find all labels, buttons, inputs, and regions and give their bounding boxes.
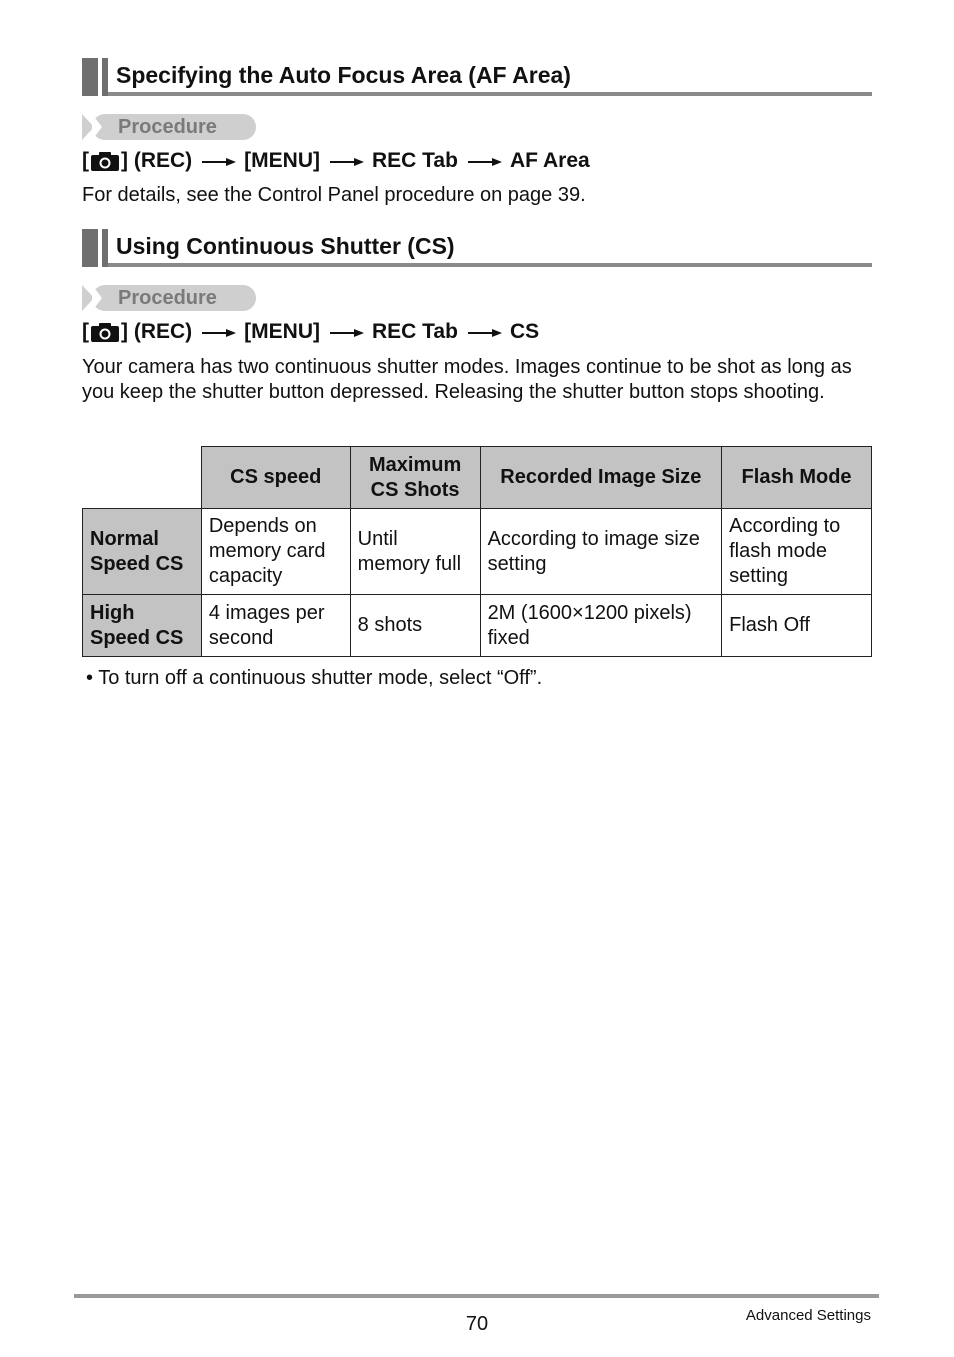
table-row — [83, 595, 872, 657]
footer-rule — [74, 1294, 879, 1298]
heading-bar-decoration — [82, 58, 98, 96]
arrow-right-icon — [202, 320, 236, 344]
camera-icon — [90, 151, 120, 171]
table-header-cell: Maximum CS Shots — [350, 447, 480, 509]
heading-rule — [108, 92, 872, 96]
section-heading-af-area — [82, 58, 872, 96]
arrow-right-icon — [468, 320, 502, 344]
table-header-cell: Flash Mode — [722, 447, 872, 509]
path-menu: [MENU] — [244, 320, 320, 343]
path-target: AF Area — [509, 149, 590, 172]
menu-path-af-area — [82, 149, 590, 173]
procedure-label: Procedure — [118, 287, 217, 309]
heading-bar-decoration — [102, 229, 108, 267]
path-rec-mode: ] (REC) — [121, 320, 193, 343]
heading-rule — [108, 263, 872, 267]
procedure-label-badge — [82, 285, 256, 311]
table-cell: According to image size setting — [480, 509, 722, 595]
section-body-text: For details, see the Control Panel procedure on page 39. — [82, 184, 586, 206]
path-target: CS — [509, 320, 540, 343]
table-cell: Flash Off — [722, 595, 872, 657]
table-corner-cell — [83, 447, 202, 509]
arrow-right-icon — [330, 149, 364, 173]
procedure-label-badge — [82, 114, 256, 140]
page-number: 70 — [465, 1313, 489, 1335]
procedure-label: Procedure — [118, 116, 217, 138]
path-rec-mode: ] (REC) — [121, 149, 193, 172]
arrow-right-icon — [202, 149, 236, 173]
arrow-right-icon — [330, 320, 364, 344]
path-tab: REC Tab — [371, 149, 458, 172]
cs-modes-table — [82, 446, 872, 657]
table-cell: Depends on memory card capacity — [201, 509, 350, 595]
table-header-cell: CS speed — [201, 447, 350, 509]
table-cell: According to flash mode setting — [722, 509, 872, 595]
path-menu: [MENU] — [244, 149, 320, 172]
path-tab: REC Tab — [371, 320, 458, 343]
table-cell: 8 shots — [350, 595, 480, 657]
table-cell: 4 images per second — [201, 595, 350, 657]
menu-path-cs — [82, 320, 539, 344]
heading-bar-decoration — [102, 58, 108, 96]
section-title: Specifying the Auto Focus Area (AF Area) — [116, 62, 571, 88]
table-row-header: High Speed CS — [83, 595, 202, 657]
section-body-text: Your camera has two continuous shutter modes. Images continue to be shot as long as you keep the shutter button depressed. Releasing the shutter button stops shooting. — [82, 356, 852, 403]
bullet-note: • To turn off a continuous shutter mode, select “Off”. — [86, 667, 543, 689]
section-title: Using Continuous Shutter (CS) — [116, 233, 455, 259]
table-header-row — [83, 447, 872, 509]
arrow-right-icon — [468, 149, 502, 173]
table-row-header: Normal Speed CS — [83, 509, 202, 595]
path-open-bracket: [ — [82, 320, 89, 343]
table-cell: 2M (1600×1200 pixels) fixed — [480, 595, 722, 657]
heading-bar-decoration — [82, 229, 98, 267]
path-open-bracket: [ — [82, 149, 89, 172]
section-heading-cs — [82, 229, 872, 267]
table-row — [83, 509, 872, 595]
camera-icon — [90, 322, 120, 342]
footer-section-name: Advanced Settings — [745, 1307, 871, 1324]
table-header-cell: Recorded Image Size — [480, 447, 722, 509]
table-cell: Until memory full — [350, 509, 480, 595]
